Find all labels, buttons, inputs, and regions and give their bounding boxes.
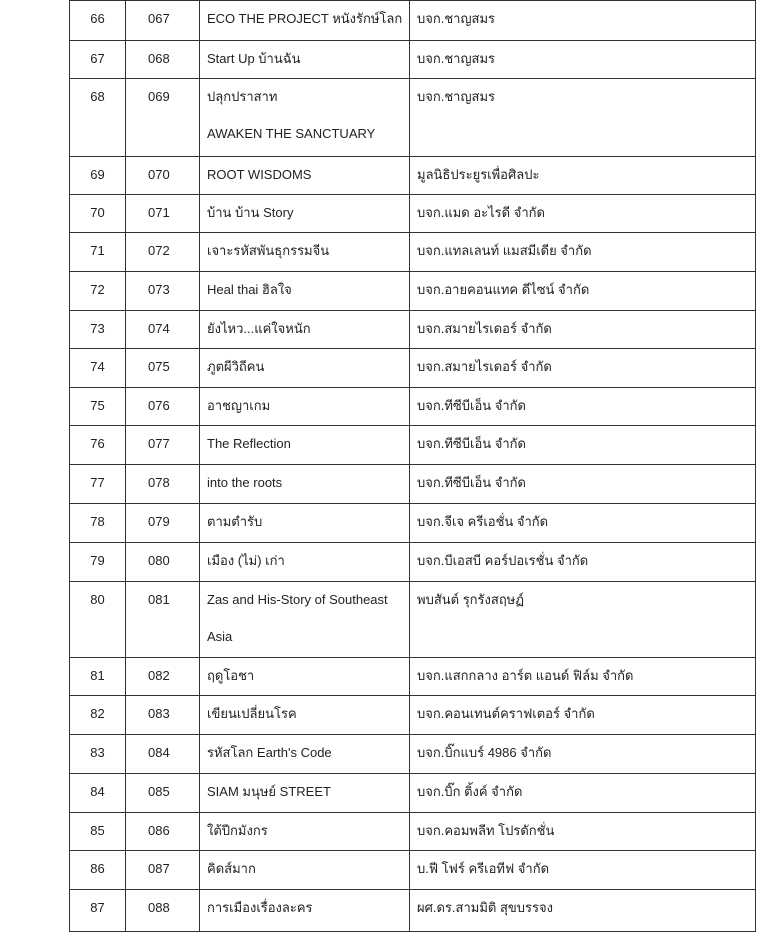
organization-cell: พบสันต์ รุกรังสฤษฏ์ bbox=[410, 582, 756, 658]
project-title-cell bbox=[200, 272, 410, 311]
project-code-cell: 087 bbox=[126, 851, 200, 890]
table-row bbox=[70, 349, 756, 388]
project-code-cell: 086 bbox=[126, 813, 200, 851]
project-code-cell: 077 bbox=[126, 426, 200, 465]
project-title: บ้าน บ้าน Story bbox=[207, 205, 294, 220]
table-row bbox=[70, 890, 756, 932]
project-title: ภูตผีวิถีคน bbox=[207, 359, 265, 374]
project-title: ใต้ปีกมังกร bbox=[207, 823, 268, 838]
project-title-cell bbox=[200, 79, 410, 157]
project-title: เจาะรหัสพันธุกรรมจีน bbox=[207, 243, 330, 258]
row-number-cell: 76 bbox=[70, 426, 126, 465]
row-number-cell: 82 bbox=[70, 696, 126, 735]
project-title-cell bbox=[200, 774, 410, 813]
table-row bbox=[70, 658, 756, 696]
table-row bbox=[70, 233, 756, 272]
organization-cell: บจก.แสกกลาง อาร์ต แอนด์ ฟิล์ม จำกัด bbox=[410, 658, 756, 696]
project-title-cell bbox=[200, 851, 410, 890]
project-title-cell bbox=[200, 813, 410, 851]
table-row bbox=[70, 465, 756, 504]
project-title-cell bbox=[200, 582, 410, 658]
table-row bbox=[70, 813, 756, 851]
project-code-cell: 073 bbox=[126, 272, 200, 311]
table-row bbox=[70, 504, 756, 543]
row-number-cell: 70 bbox=[70, 195, 126, 233]
project-title: ROOT WISDOMS bbox=[207, 167, 312, 182]
organization-cell: บจก.บีเอสบี คอร์ปอเรชั่น จำกัด bbox=[410, 543, 756, 582]
project-title: รหัสโลก Earth's Code bbox=[207, 745, 332, 760]
project-title-cell bbox=[200, 696, 410, 735]
table-row bbox=[70, 41, 756, 79]
project-title: คิดส์มาก bbox=[207, 861, 256, 876]
project-code-cell: 085 bbox=[126, 774, 200, 813]
organization-cell: บ.ฟี โฟร์ ครีเอทีฟ จำกัด bbox=[410, 851, 756, 890]
project-title-cell bbox=[200, 426, 410, 465]
project-title: ยังไหว...แค่ใจหนัก bbox=[207, 321, 311, 336]
project-code-cell: 067 bbox=[126, 1, 200, 41]
table-row bbox=[70, 195, 756, 233]
organization-cell: บจก.จีเจ ครีเอชั่น จำกัด bbox=[410, 504, 756, 543]
row-number-cell: 86 bbox=[70, 851, 126, 890]
organization-cell: บจก.ทีซีบีเอ็น จำกัด bbox=[410, 388, 756, 426]
table-row bbox=[70, 388, 756, 426]
project-title-cell bbox=[200, 233, 410, 272]
project-title-cell bbox=[200, 658, 410, 696]
project-title-cell bbox=[200, 1, 410, 41]
row-number-cell: 74 bbox=[70, 349, 126, 388]
project-title-cell bbox=[200, 465, 410, 504]
project-code-cell: 084 bbox=[126, 735, 200, 774]
row-number-cell: 75 bbox=[70, 388, 126, 426]
table-row bbox=[70, 735, 756, 774]
table-row bbox=[70, 272, 756, 311]
project-code-cell: 074 bbox=[126, 311, 200, 349]
project-title: SIAM มนุษย์ STREET bbox=[207, 784, 331, 799]
table-body bbox=[70, 1, 756, 932]
row-number-cell: 84 bbox=[70, 774, 126, 813]
project-code-cell: 068 bbox=[126, 41, 200, 79]
organization-cell: บจก.แมด อะไรดี จำกัด bbox=[410, 195, 756, 233]
project-title: การเมืองเรื่องละคร bbox=[207, 900, 313, 915]
row-number-cell: 87 bbox=[70, 890, 126, 932]
project-code-cell: 080 bbox=[126, 543, 200, 582]
organization-cell: บจก.แทลเลนท์ แมสมีเดีย จำกัด bbox=[410, 233, 756, 272]
organization-cell: บจก.ชาญสมร bbox=[410, 41, 756, 79]
table-row bbox=[70, 851, 756, 890]
row-number-cell: 69 bbox=[70, 157, 126, 195]
organization-cell: บจก.ชาญสมร bbox=[410, 1, 756, 41]
row-number-cell: 71 bbox=[70, 233, 126, 272]
project-title: ตามตำรับ bbox=[207, 514, 263, 529]
project-title-cell bbox=[200, 543, 410, 582]
project-title-cell bbox=[200, 890, 410, 932]
project-title: ปลุกปราสาท bbox=[207, 89, 278, 104]
row-number-cell: 66 bbox=[70, 1, 126, 41]
project-title: ECO THE PROJECT หนังรักษ์โลก bbox=[207, 11, 403, 26]
organization-cell: บจก.อายคอนแทค ดีไซน์ จำกัด bbox=[410, 272, 756, 311]
project-code-cell: 072 bbox=[126, 233, 200, 272]
project-title-cell bbox=[200, 157, 410, 195]
project-title: Zas and His-Story of Southeast bbox=[207, 592, 388, 607]
project-code-cell: 069 bbox=[126, 79, 200, 157]
project-title-line2: AWAKEN THE SANCTUARY bbox=[207, 126, 376, 141]
project-title-cell bbox=[200, 504, 410, 543]
row-number-cell: 78 bbox=[70, 504, 126, 543]
table-row bbox=[70, 1, 756, 41]
project-code-cell: 081 bbox=[126, 582, 200, 658]
project-code-cell: 070 bbox=[126, 157, 200, 195]
project-code-cell: 078 bbox=[126, 465, 200, 504]
project-list-table bbox=[69, 0, 756, 932]
row-number-cell: 77 bbox=[70, 465, 126, 504]
project-title-cell bbox=[200, 41, 410, 79]
row-number-cell: 80 bbox=[70, 582, 126, 658]
project-title: เมือง (ไม่) เก่า bbox=[207, 553, 285, 568]
organization-cell: บจก.บิ๊ก ติ้งค์ จำกัด bbox=[410, 774, 756, 813]
project-title-cell bbox=[200, 388, 410, 426]
project-code-cell: 076 bbox=[126, 388, 200, 426]
organization-cell: บจก.สมายไรเดอร์ จำกัด bbox=[410, 349, 756, 388]
table-row bbox=[70, 157, 756, 195]
row-number-cell: 81 bbox=[70, 658, 126, 696]
organization-cell: บจก.ทีซีบีเอ็น จำกัด bbox=[410, 426, 756, 465]
row-number-cell: 73 bbox=[70, 311, 126, 349]
project-title-cell bbox=[200, 349, 410, 388]
project-title-cell bbox=[200, 195, 410, 233]
row-number-cell: 67 bbox=[70, 41, 126, 79]
table-row bbox=[70, 582, 756, 658]
project-code-cell: 071 bbox=[126, 195, 200, 233]
row-number-cell: 79 bbox=[70, 543, 126, 582]
organization-cell: บจก.บิ๊กแบร์ 4986 จำกัด bbox=[410, 735, 756, 774]
organization-cell: บจก.ทีซีบีเอ็น จำกัด bbox=[410, 465, 756, 504]
project-title: อาชญาเกม bbox=[207, 398, 271, 413]
project-code-cell: 082 bbox=[126, 658, 200, 696]
table-row bbox=[70, 311, 756, 349]
project-title: Heal thai ฮิลใจ bbox=[207, 282, 292, 297]
project-title-cell bbox=[200, 311, 410, 349]
project-title: เขียนเปลี่ยนโรค bbox=[207, 706, 297, 721]
project-title: into the roots bbox=[207, 475, 283, 490]
table-row bbox=[70, 696, 756, 735]
table-row bbox=[70, 543, 756, 582]
row-number-cell: 68 bbox=[70, 79, 126, 157]
project-title-cell bbox=[200, 735, 410, 774]
row-number-cell: 72 bbox=[70, 272, 126, 311]
table-row bbox=[70, 426, 756, 465]
project-code-cell: 088 bbox=[126, 890, 200, 932]
table-row bbox=[70, 79, 756, 157]
row-number-cell: 83 bbox=[70, 735, 126, 774]
project-title: The Reflection bbox=[207, 436, 291, 451]
organization-cell: บจก.ชาญสมร bbox=[410, 79, 756, 157]
project-code-cell: 075 bbox=[126, 349, 200, 388]
project-title: Start Up บ้านฉัน bbox=[207, 51, 301, 66]
organization-cell: บจก.สมายไรเดอร์ จำกัด bbox=[410, 311, 756, 349]
row-number-cell: 85 bbox=[70, 813, 126, 851]
project-code-cell: 079 bbox=[126, 504, 200, 543]
table-row bbox=[70, 774, 756, 813]
organization-cell: ผศ.ดร.สามมิติ สุขบรรจง bbox=[410, 890, 756, 932]
project-title: ฤดูโอชา bbox=[207, 668, 255, 683]
organization-cell: บจก.คอนเทนต์คราฟเตอร์ จำกัด bbox=[410, 696, 756, 735]
project-title-line2: Asia bbox=[207, 629, 233, 644]
organization-cell: มูลนิธิประยูรเพื่อศิลปะ bbox=[410, 157, 756, 195]
organization-cell: บจก.คอมพลีท โปรดักชั่น bbox=[410, 813, 756, 851]
project-code-cell: 083 bbox=[126, 696, 200, 735]
